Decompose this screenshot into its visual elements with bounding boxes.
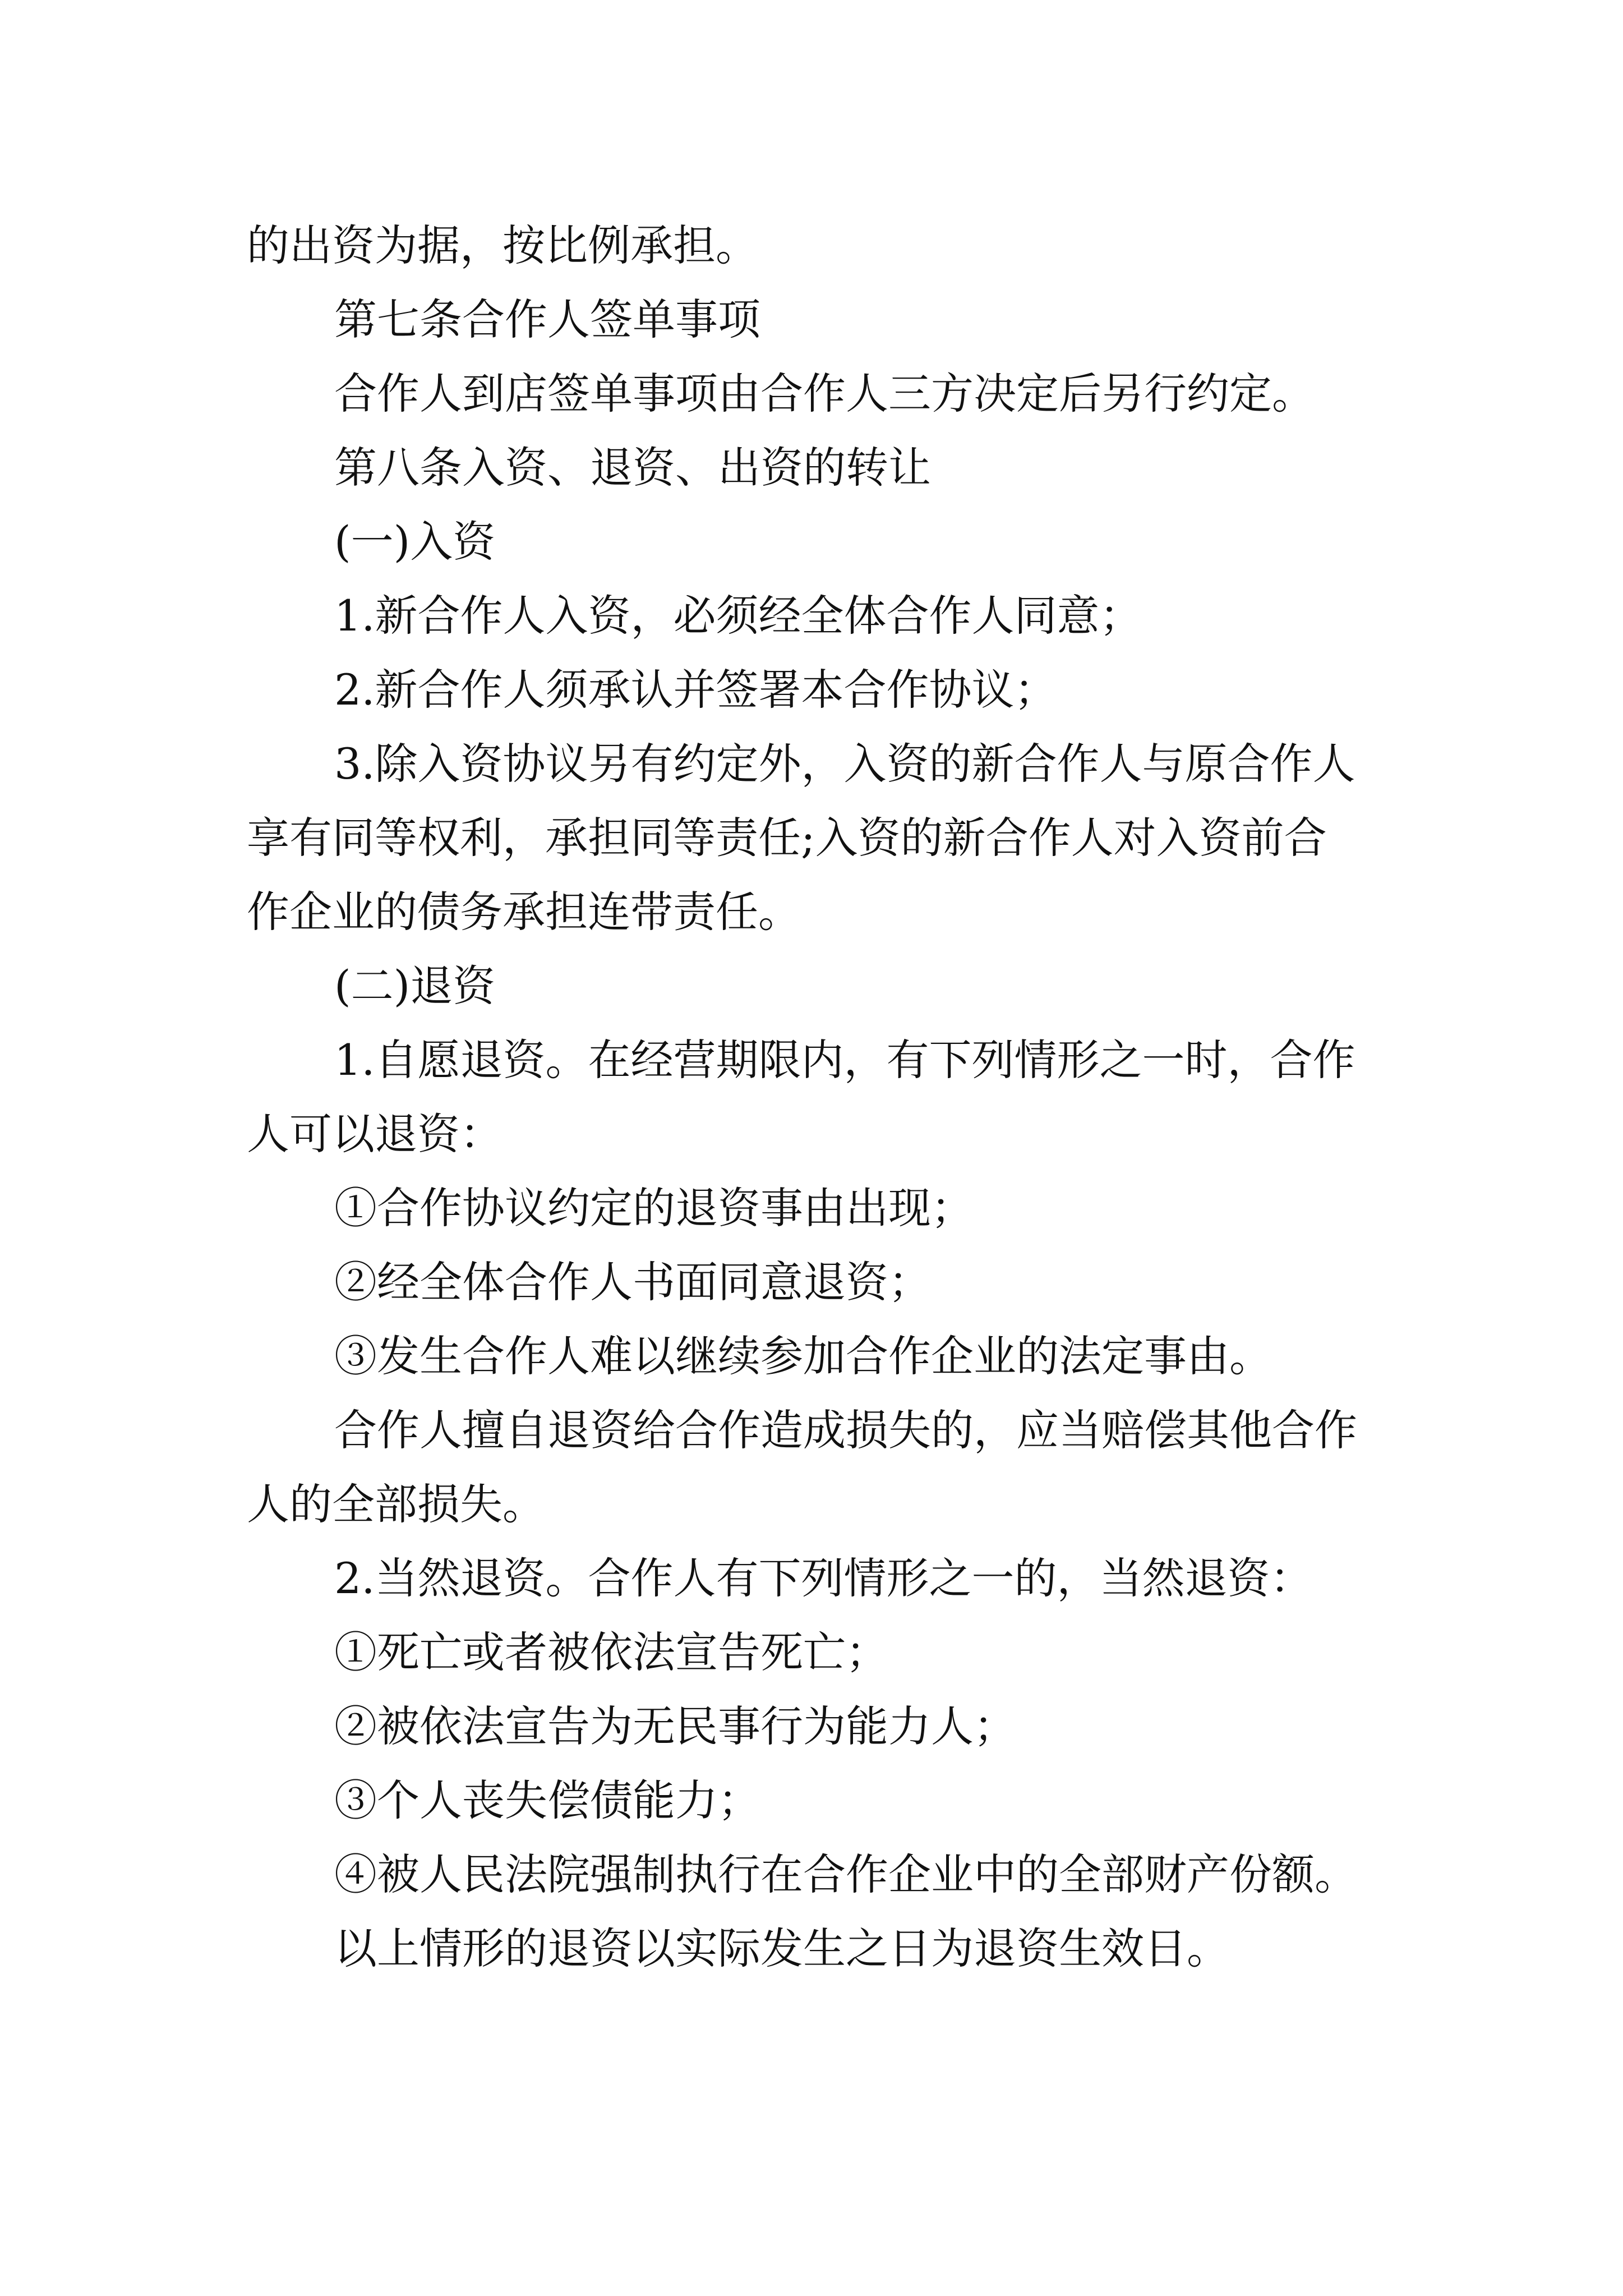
text-line: 第七条合作人签单事项 (334, 295, 760, 344)
text-line: ②经全体合作人书面同意退资； (334, 1257, 931, 1307)
sub-list-item (247, 1764, 1402, 1838)
sub-list-item (247, 1245, 1402, 1319)
text-line: 人的全部损失。 (247, 1479, 545, 1529)
text-line: 作企业的债务承担连带责任。 (247, 887, 801, 937)
text-line: (一)入资 (334, 517, 496, 567)
text-line: 2.新合作人须承认并签署本合作协议； (334, 665, 1057, 715)
text-line: ②被依法宣告为无民事行为能力人； (334, 1701, 1016, 1751)
section-heading (247, 949, 1402, 1023)
paragraph (247, 357, 1402, 431)
paragraph-multiline (247, 1393, 1402, 1542)
list-item (247, 653, 1402, 727)
text-line: 的出资为据，按比例承担。 (247, 220, 758, 270)
text-line: ③个人丧失偿债能力； (334, 1775, 760, 1825)
text-line: 以上情形的退资以实际发生之日为退资生效日。 (334, 1924, 1229, 1973)
text-line: ①合作协议约定的退资事由出现； (334, 1183, 974, 1233)
text-line: ①死亡或者被依法宣告死亡； (334, 1627, 888, 1677)
paragraph-continuation (247, 209, 1402, 283)
sub-list-item (247, 1616, 1402, 1690)
text-line: 合作人擅自退资给合作造成损失的，应当赔偿其他合作 (334, 1405, 1357, 1455)
list-item (247, 579, 1402, 653)
article-heading (247, 283, 1402, 357)
text-line: 第八条入资、退资、出资的转让 (334, 443, 931, 493)
text-line: (二)退资 (334, 961, 496, 1011)
text-line: 合作人到店签单事项由合作人三方决定后另行约定。 (334, 369, 1315, 418)
document-body (247, 209, 1402, 1986)
text-line: 2.当然退资。合作人有下列情形之一的，当然退资： (334, 1553, 1313, 1603)
sub-list-item (247, 1171, 1402, 1245)
text-line: 1.新合作人入资，必须经全体合作人同意； (334, 591, 1142, 641)
text-line: 1.自愿退资。在经营期限内，有下列情形之一时，合作 (334, 1035, 1355, 1085)
paragraph (247, 1912, 1402, 1986)
sub-list-item (247, 1838, 1402, 1912)
sub-list-item (247, 1690, 1402, 1764)
list-item-multiline (247, 727, 1402, 949)
text-line: ③发生合作人难以继续参加合作企业的法定事由。 (334, 1331, 1272, 1381)
list-item-multiline (247, 1023, 1402, 1171)
list-item (247, 1542, 1402, 1616)
section-heading (247, 505, 1402, 579)
text-line: ④被人民法院强制执行在合作企业中的全部财产份额。 (334, 1849, 1357, 1899)
article-heading (247, 431, 1402, 505)
text-line: 享有同等权利，承担同等责任;入资的新合作人对入资前合 (247, 813, 1327, 863)
text-line: 人可以退资： (247, 1109, 502, 1159)
sub-list-item (247, 1319, 1402, 1393)
text-line: 3.除入资协议另有约定外，入资的新合作人与原合作人 (334, 739, 1355, 789)
